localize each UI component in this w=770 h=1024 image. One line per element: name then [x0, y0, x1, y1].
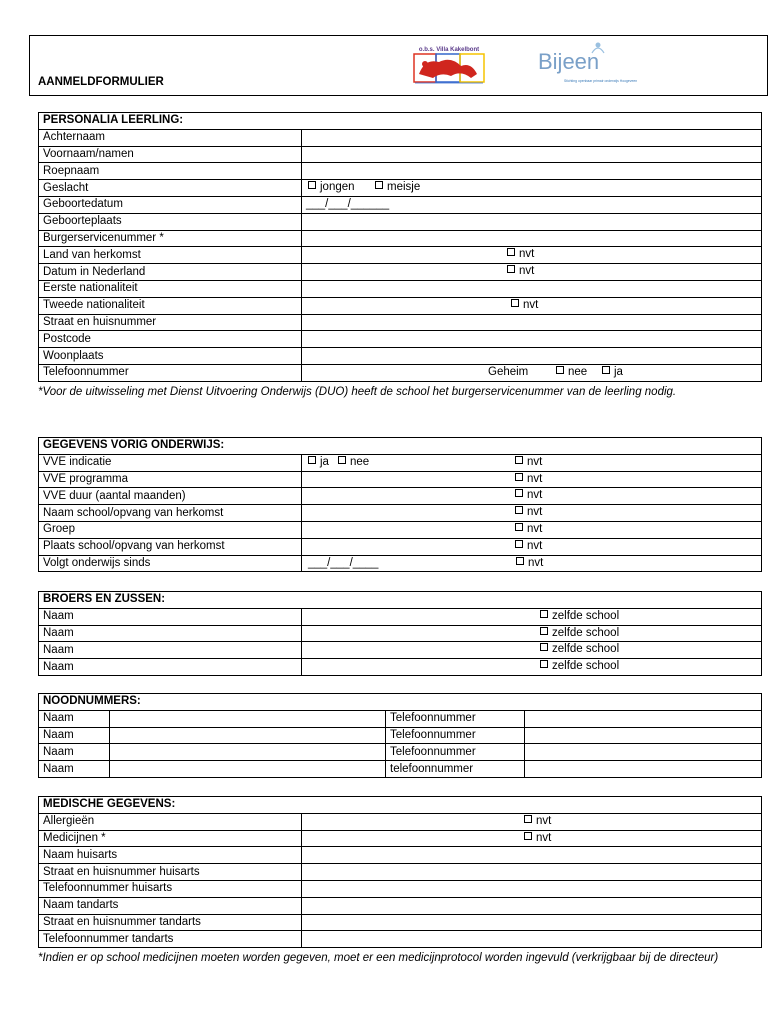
- nood-tel-field[interactable]: [525, 727, 762, 744]
- onderwijs-sinds-field[interactable]: [302, 555, 762, 572]
- row-label: VVE indicatie: [39, 454, 302, 471]
- row-label: Naam: [39, 642, 302, 659]
- logo2-subtitle: Stichting openbaar primair onderwijs Hoogeveen: [564, 79, 638, 83]
- row-label: Naam tandarts: [39, 897, 302, 914]
- row-label: Voornaam/namen: [39, 146, 302, 163]
- voornaam-field[interactable]: [302, 146, 762, 163]
- checkbox-icon: [540, 627, 548, 635]
- row-label: Telefoonnummer huisarts: [39, 880, 302, 897]
- woonplaats-field[interactable]: [302, 348, 762, 365]
- zelfde-school-label: zelfde school: [552, 626, 620, 639]
- tandarts-tel-field[interactable]: [302, 931, 762, 948]
- row-label: Datum in Nederland: [39, 264, 302, 281]
- tel-label: Telefoonnummer: [386, 710, 525, 727]
- zelfde-school-label: zelfde school: [552, 609, 620, 622]
- tandarts-adres-field[interactable]: [302, 914, 762, 931]
- checkbox-icon: [540, 643, 548, 651]
- allergieen-field[interactable]: [302, 813, 762, 830]
- checkbox-icon: [515, 473, 523, 481]
- vve-indicatie-field: [302, 454, 762, 471]
- row-label: Eerste nationaliteit: [39, 280, 302, 297]
- checkbox-icon: [515, 489, 523, 497]
- nvt-label: nvt: [527, 489, 543, 502]
- jongen-label: jongen: [320, 181, 355, 194]
- nood-tel-field[interactable]: [525, 710, 762, 727]
- nvt-label: nvt: [527, 472, 543, 485]
- row-label: Achternaam: [39, 129, 302, 146]
- geboortedatum-field[interactable]: [302, 196, 762, 213]
- row-label: VVE duur (aantal maanden): [39, 488, 302, 505]
- land-van-herkomst-field[interactable]: [302, 247, 762, 264]
- broer-zus-field[interactable]: [302, 625, 762, 642]
- zelfde-school-label: zelfde school: [552, 660, 620, 673]
- bsn-field[interactable]: [302, 230, 762, 247]
- nvt-option[interactable]: [515, 488, 542, 503]
- nvt-label: nvt: [519, 265, 535, 278]
- nvt-label: nvt: [527, 522, 543, 535]
- broers-heading: BROERS EN ZUSSEN:: [39, 592, 762, 609]
- nvt-option[interactable]: [515, 522, 542, 537]
- nvt-label: nvt: [527, 506, 543, 519]
- nvt-label: nvt: [527, 455, 543, 468]
- row-label: Allergieën: [39, 813, 302, 830]
- naam-school-field[interactable]: [302, 505, 762, 522]
- postcode-field[interactable]: [302, 331, 762, 348]
- geboorteplaats-field[interactable]: [302, 213, 762, 230]
- groep-field[interactable]: [302, 521, 762, 538]
- eerste-nationaliteit-field[interactable]: [302, 280, 762, 297]
- row-label: Telefoonnummer tandarts: [39, 931, 302, 948]
- plaats-school-field[interactable]: [302, 538, 762, 555]
- personalia-table: [38, 112, 762, 382]
- row-label: Tweede nationaliteit: [39, 297, 302, 314]
- datum-in-nederland-field[interactable]: [302, 264, 762, 281]
- nvt-label: nvt: [536, 831, 552, 844]
- medisch-heading: MEDISCHE GEGEVENS:: [39, 797, 762, 814]
- row-label: Naam huisarts: [39, 847, 302, 864]
- zelfde-school-option[interactable]: [540, 626, 619, 641]
- date-blank: ___/___/______: [306, 198, 390, 211]
- row-label: Straat en huisnummer: [39, 314, 302, 331]
- row-label: Burgerservicenummer *: [39, 230, 302, 247]
- checkbox-icon: [515, 456, 523, 464]
- checkbox-icon: [540, 610, 548, 618]
- row-label: Geboorteplaats: [39, 213, 302, 230]
- roepnaam-field[interactable]: [302, 163, 762, 180]
- villa-kakelbont-logo: [411, 44, 487, 86]
- row-label: Medicijnen *: [39, 830, 302, 847]
- vorig-onderwijs-table: [38, 437, 762, 572]
- row-label: Geslacht: [39, 180, 302, 197]
- nee-option[interactable]: [338, 455, 369, 470]
- checkbox-icon: [308, 456, 316, 464]
- nood-naam-field[interactable]: [110, 761, 386, 778]
- medicijnen-field[interactable]: [302, 830, 762, 847]
- nvt-option[interactable]: [507, 247, 534, 262]
- nvt-option[interactable]: [524, 814, 551, 829]
- row-label: Postcode: [39, 331, 302, 348]
- naam-label: Naam: [39, 727, 110, 744]
- checkbox-icon: [515, 506, 523, 514]
- logo2-text: Bijeen: [538, 49, 600, 74]
- geheim-nee-option[interactable]: [556, 365, 587, 380]
- medische-gegevens-table: [38, 796, 762, 948]
- naam-label: Naam: [39, 744, 110, 761]
- row-label: Geboortedatum: [39, 196, 302, 213]
- row-label: Roepnaam: [39, 163, 302, 180]
- personalia-heading: PERSONALIA LEERLING:: [39, 113, 762, 130]
- tel-label: Telefoonnummer: [386, 727, 525, 744]
- broer-zus-field[interactable]: [302, 608, 762, 625]
- nvt-label: nvt: [523, 298, 539, 311]
- nood-heading: NOODNUMMERS:: [39, 694, 762, 711]
- ja-label: ja: [320, 455, 329, 468]
- checkbox-icon: [515, 540, 523, 548]
- nvt-option[interactable]: [515, 505, 542, 520]
- vve-duur-field[interactable]: [302, 488, 762, 505]
- tweede-nationaliteit-field[interactable]: [302, 297, 762, 314]
- nvt-option[interactable]: [524, 831, 551, 846]
- vve-programma-field[interactable]: [302, 471, 762, 488]
- jongen-option[interactable]: [308, 180, 355, 195]
- row-label: Naam school/opvang van herkomst: [39, 505, 302, 522]
- checkbox-icon: [338, 456, 346, 464]
- achternaam-field[interactable]: [302, 129, 762, 146]
- row-label: Groep: [39, 521, 302, 538]
- row-label: Naam: [39, 659, 302, 676]
- huisarts-field[interactable]: [302, 847, 762, 864]
- date-blank: ___/___/____: [308, 556, 379, 569]
- checkbox-icon: [511, 299, 519, 307]
- checkbox-icon: [602, 366, 610, 374]
- form-title: AANMELDFORMULIER: [38, 76, 164, 88]
- broer-zus-field[interactable]: [302, 642, 762, 659]
- row-label: Volgt onderwijs sinds: [39, 555, 302, 572]
- row-label: Land van herkomst: [39, 247, 302, 264]
- nee-label: nee: [350, 455, 370, 468]
- noodnummers-table: [38, 693, 762, 778]
- tel-label: Telefoonnummer: [386, 744, 525, 761]
- nvt-option[interactable]: [511, 298, 538, 313]
- row-label: Straat en huisnummer huisarts: [39, 864, 302, 881]
- nood-naam-field[interactable]: [110, 727, 386, 744]
- huisarts-adres-field[interactable]: [302, 864, 762, 881]
- nvt-option[interactable]: [515, 472, 542, 487]
- zelfde-school-option[interactable]: [540, 642, 619, 657]
- nood-tel-field[interactable]: [525, 744, 762, 761]
- tandarts-field[interactable]: [302, 897, 762, 914]
- nood-naam-field[interactable]: [110, 710, 386, 727]
- telefoonnummer-field[interactable]: [302, 364, 762, 381]
- row-label: VVE programma: [39, 471, 302, 488]
- checkbox-icon: [308, 181, 316, 189]
- naam-label: Naam: [39, 761, 110, 778]
- medicijn-note: *Indien er op school medicijnen moeten worden gegeven, moet er een medicijnprotocol worden ingevuld (verkrijgbaar bij de directeur): [38, 952, 719, 964]
- checkbox-icon: [375, 181, 383, 189]
- checkbox-icon: [515, 523, 523, 531]
- row-label: Plaats school/opvang van herkomst: [39, 538, 302, 555]
- checkbox-icon: [516, 557, 524, 565]
- naam-label: Naam: [39, 710, 110, 727]
- nvt-option[interactable]: [515, 455, 542, 470]
- checkbox-icon: [524, 815, 532, 823]
- nvt-label: nvt: [528, 556, 544, 569]
- geheim-ja-option[interactable]: [602, 365, 623, 380]
- checkbox-icon: [540, 660, 548, 668]
- row-label: Naam: [39, 608, 302, 625]
- huisarts-tel-field[interactable]: [302, 880, 762, 897]
- broers-zussen-table: [38, 591, 762, 676]
- geslacht-field: [302, 180, 762, 197]
- nvt-label: nvt: [527, 539, 543, 552]
- logo1-text: o.b.s. Villa Kakelbont: [418, 47, 480, 53]
- form-header: [29, 35, 768, 96]
- vorig-heading: GEGEVENS VORIG ONDERWIJS:: [39, 438, 762, 455]
- row-label: Straat en huisnummer tandarts: [39, 914, 302, 931]
- geheim-label: Geheim: [488, 365, 529, 378]
- row-label: Telefoonnummer: [39, 364, 302, 381]
- straat-field[interactable]: [302, 314, 762, 331]
- zelfde-school-option[interactable]: [540, 609, 619, 624]
- meisje-option[interactable]: [375, 180, 420, 195]
- checkbox-icon: [507, 248, 515, 256]
- nvt-option[interactable]: [507, 264, 534, 279]
- checkbox-icon: [556, 366, 564, 374]
- nvt-option[interactable]: [516, 556, 543, 571]
- zelfde-school-option[interactable]: [540, 659, 619, 674]
- ja-label: ja: [614, 365, 623, 378]
- nood-tel-field[interactable]: [525, 761, 762, 778]
- checkbox-icon: [524, 832, 532, 840]
- nood-naam-field[interactable]: [110, 744, 386, 761]
- nvt-label: nvt: [519, 248, 535, 261]
- tel-label: telefoonnummer: [386, 761, 525, 778]
- meisje-label: meisje: [387, 181, 421, 194]
- row-label: Woonplaats: [39, 348, 302, 365]
- broer-zus-field[interactable]: [302, 659, 762, 676]
- nvt-option[interactable]: [515, 539, 542, 554]
- nvt-label: nvt: [536, 814, 552, 827]
- bsn-note: *Voor de uitwisseling met Dienst Uitvoering Onderwijs (DUO) heeft de school het burgerservicenummer van de leerling nodig.: [38, 386, 677, 398]
- row-label: Naam: [39, 625, 302, 642]
- bijeen-logo: [534, 39, 638, 91]
- checkbox-icon: [507, 265, 515, 273]
- zelfde-school-label: zelfde school: [552, 643, 620, 656]
- ja-option[interactable]: [308, 455, 329, 470]
- nee-label: nee: [568, 365, 588, 378]
